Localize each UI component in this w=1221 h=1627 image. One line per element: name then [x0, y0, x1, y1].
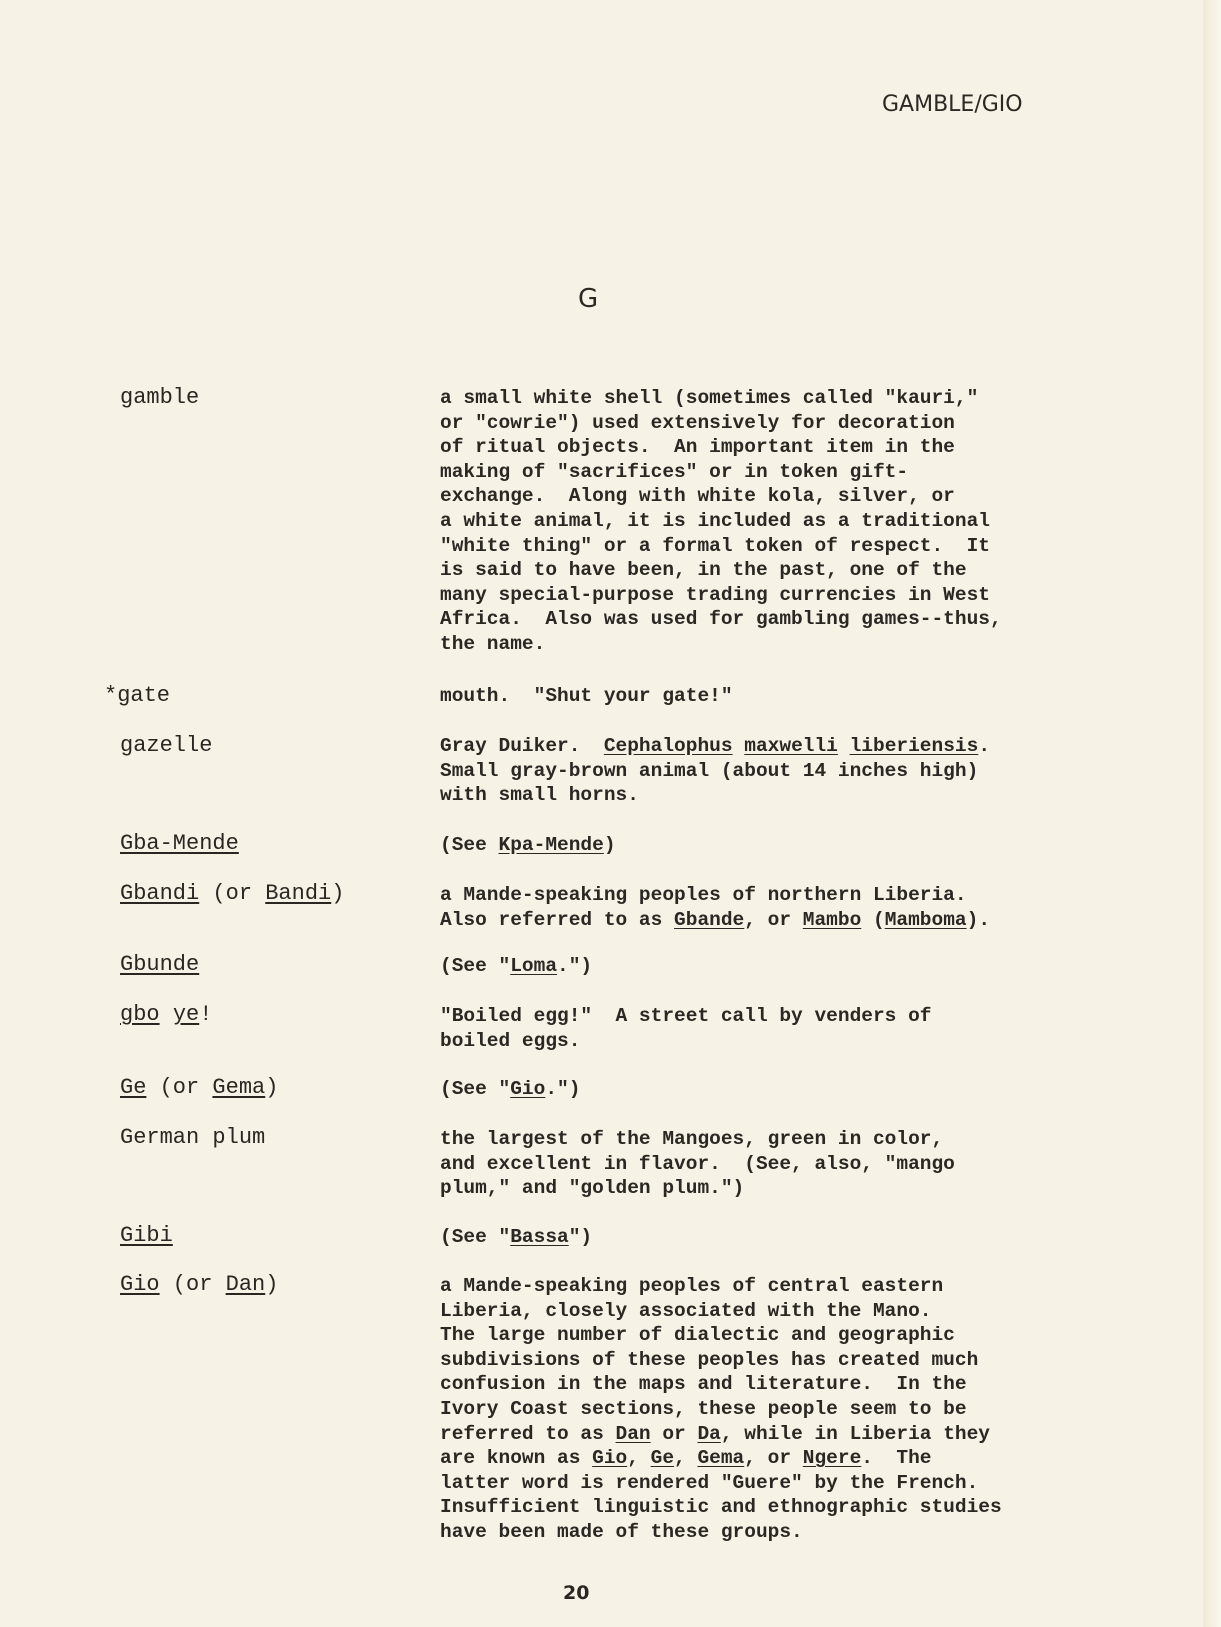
definition-gbo-ye: "Boiled egg!" A street call by venders of boiled eggs. [440, 1005, 932, 1052]
definition-ge: (See "Gio.") [440, 1078, 581, 1100]
term-gate: *gate [104, 683, 171, 708]
section-letter: G [578, 284, 599, 314]
term-gamble: gamble [120, 385, 200, 410]
definition-gio: a Mande-speaking peoples of central eastern Liberia, closely associated with the Mano. The large number of dialectic and geographic subdivisions of these peoples has created much confusion in the maps and literature. In the Ivory Coast sections, these people seem to be referred to as Dan or Da, while in Liberia they are known as Gio, Ge, Gema, or Ngere. The latter word is rendered "Guere" by the French. Insufficient linguistic and ethnographic studies have been made of these groups. [440, 1275, 1002, 1543]
definition-gbandi: a Mande-speaking peoples of northern Liberia. Also referred to as Gbande, or Mambo (Mamboma). [440, 884, 991, 931]
page-number: 20 [563, 1582, 590, 1604]
term-gazelle: gazelle [120, 733, 213, 758]
term-gbo-ye: gbo ye! [120, 1002, 213, 1027]
running-head: GAMBLE/GIO [882, 92, 1023, 117]
subspecies-name: liberiensis [849, 735, 979, 757]
term-gba-mende: Gba-Mende [120, 831, 239, 856]
genus-name: Cephalophus [603, 735, 733, 757]
page-edge [1203, 0, 1221, 1627]
species-name: maxwelli [744, 735, 838, 757]
cross-reference: Kpa-Mende [498, 834, 604, 856]
cross-reference: Bassa [510, 1226, 569, 1248]
definition-gate: mouth. "Shut your gate!" [440, 685, 733, 707]
term-gbandi: Gbandi (or Bandi) [120, 881, 345, 906]
definition-gamble: a small white shell (sometimes called "kauri," or "cowrie") used extensively for decoration of ritual objects. An important item in the making of "sacrifices" or in token gift- exchange. Along with white kola, silver, or a white animal, it is included as a traditional "white thing" or a formal token of respect. It is said to have been, in the past, one of the many special-purpose trading currencies in West Africa. Also was used for gambling games--thus, the name. [440, 387, 1002, 655]
definition-gba-mende: (See Kpa-Mende) [440, 834, 616, 856]
cross-reference: Loma [510, 955, 558, 977]
definition-gibi: (See "Bassa") [440, 1226, 593, 1248]
term-gbunde: Gbunde [120, 952, 200, 977]
term-german-plum: German plum [120, 1125, 266, 1150]
term-ge: Ge (or Gema) [120, 1075, 279, 1100]
cross-reference: Gio [510, 1078, 546, 1100]
definition-gazelle: Gray Duiker. Cephalophus maxwelli liberiensis. Small gray-brown animal (about 14 inches high) with small horns. [440, 735, 991, 807]
definition-gbunde: (See "Loma.") [440, 955, 593, 977]
term-gibi: Gibi [120, 1223, 173, 1248]
definition-german-plum: the largest of the Mangoes, green in color, and excellent in flavor. (See, also, "mango plum," and "golden plum.") [440, 1128, 955, 1200]
term-gio: Gio (or Dan) [120, 1272, 279, 1297]
